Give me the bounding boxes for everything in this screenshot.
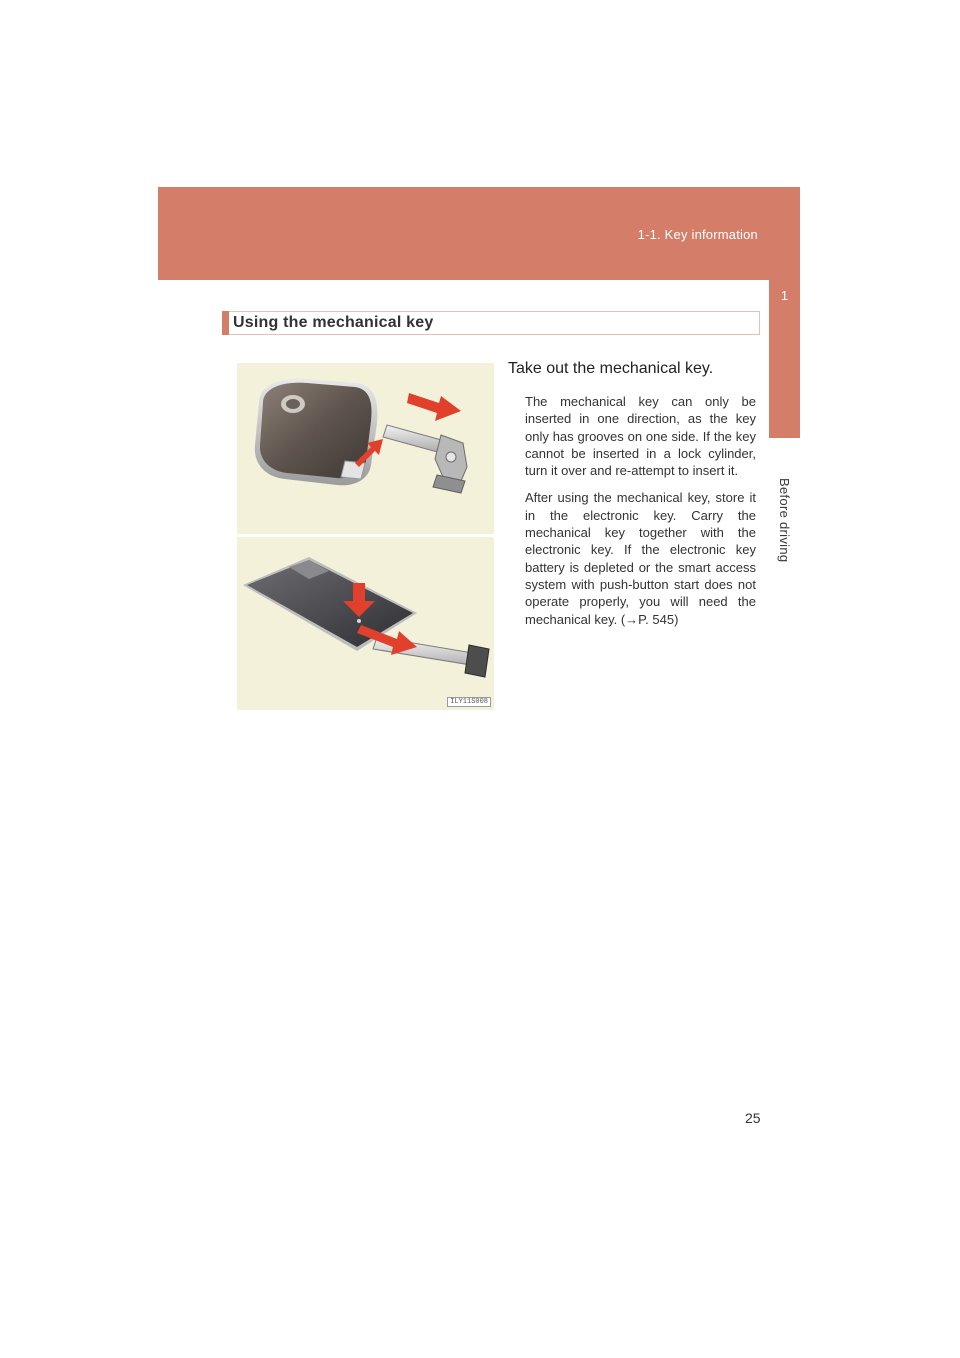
- chapter-number: 1: [780, 288, 789, 303]
- card-key-illustration: [237, 537, 494, 710]
- paragraph-2: After using the mechanical key, store it in the electronic key. Carry the mechanical key together with the electronic key. If the electronic key battery is depleted or the smart access system with push-button start does not operate properly, you will need the mechanical key. (→P. 545): [525, 490, 756, 627]
- figure-card-key: [237, 537, 494, 710]
- header-band: [158, 187, 800, 280]
- figure-code: ILY11S008: [447, 697, 491, 707]
- section-title: Using the mechanical key: [233, 314, 434, 331]
- paragraph-1: The mechanical key can only be inserted in one direction, as the key only has grooves on one side. If the key cannot be inserted in a lock cylinder, turn it over and re-attempt to insert it.: [525, 394, 756, 479]
- step-heading: Take out the mechanical key.: [508, 360, 714, 377]
- key-fob-icon: [255, 379, 378, 486]
- chapter-label: Before driving: [777, 478, 792, 563]
- chapter-tab[interactable]: [769, 280, 800, 438]
- page-number: 25: [745, 1110, 761, 1126]
- section-header: [222, 311, 760, 335]
- mechanical-key-icon: [383, 425, 467, 493]
- body-text: [525, 393, 756, 638]
- figure-key-fob: [237, 363, 494, 534]
- section-marker: [222, 311, 229, 335]
- pull-arrow-icon: [407, 393, 461, 421]
- header-section-title: 1-1. Key information: [637, 227, 758, 242]
- key-fob-illustration: [237, 363, 494, 534]
